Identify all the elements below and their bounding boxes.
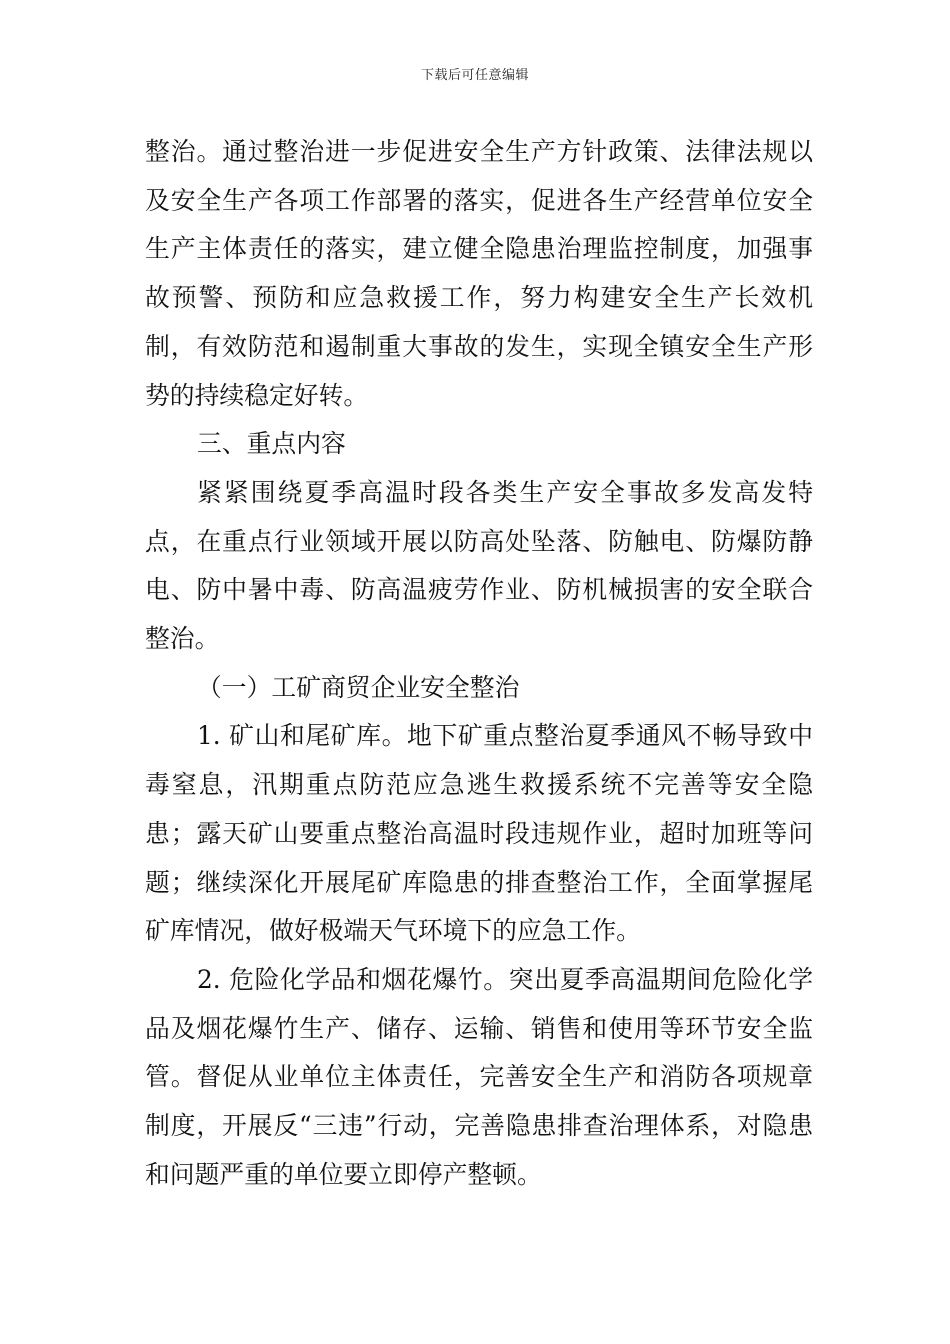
- subsection-heading: （一）工矿商贸企业安全整治: [197, 672, 520, 702]
- document-body: [145, 128, 813, 1199]
- paragraph-item-2: 2. 危险化学品和烟花爆竹。突出夏季高温期间危险化学品及烟花爆竹生产、储存、运输、销售和使用等环节安全监管。督促从业单位主体责任，完善安全生产和消防各项规章制度，开展反“三违”行动，完善隐患排查治理体系，对隐患和问题严重的单位要立即停产整顿。: [145, 964, 813, 1189]
- paragraph-item-1: 1. 矿山和尾矿库。地下矿重点整治夏季通风不畅导致中毒窒息，汛期重点防范应急逃生救援系统不完善等安全隐患；露天矿山要重点整治高温时段违规作业，超时加班等问题；继续深化开展尾矿库隐患的排查整治工作，全面掌握尾矿库情况，做好极端天气环境下的应急工作。: [145, 721, 813, 946]
- page-header: 下载后可任意编辑: [420, 68, 529, 83]
- paragraph-continuation: 整治。通过整治进一步促进安全生产方针政策、法律法规以及安全生产各项工作部署的落实，促进各生产经营单位安全生产主体责任的落实，建立健全隐患治理监控制度，加强事故预警、预防和应急救援工作，努力构建安全生产长效机制，有效防范和遏制重大事故的发生，实现全镇安全生产形势的持续稳定好转。: [145, 137, 813, 410]
- paragraph-key-content: 紧紧围绕夏季高温时段各类生产安全事故多发高发特点，在重点行业领域开展以防高处坠落、防触电、防爆防静电、防中暑中毒、防高温疲劳作业、防机械损害的安全联合整治。: [145, 477, 813, 654]
- section-heading: 三、重点内容: [197, 429, 346, 459]
